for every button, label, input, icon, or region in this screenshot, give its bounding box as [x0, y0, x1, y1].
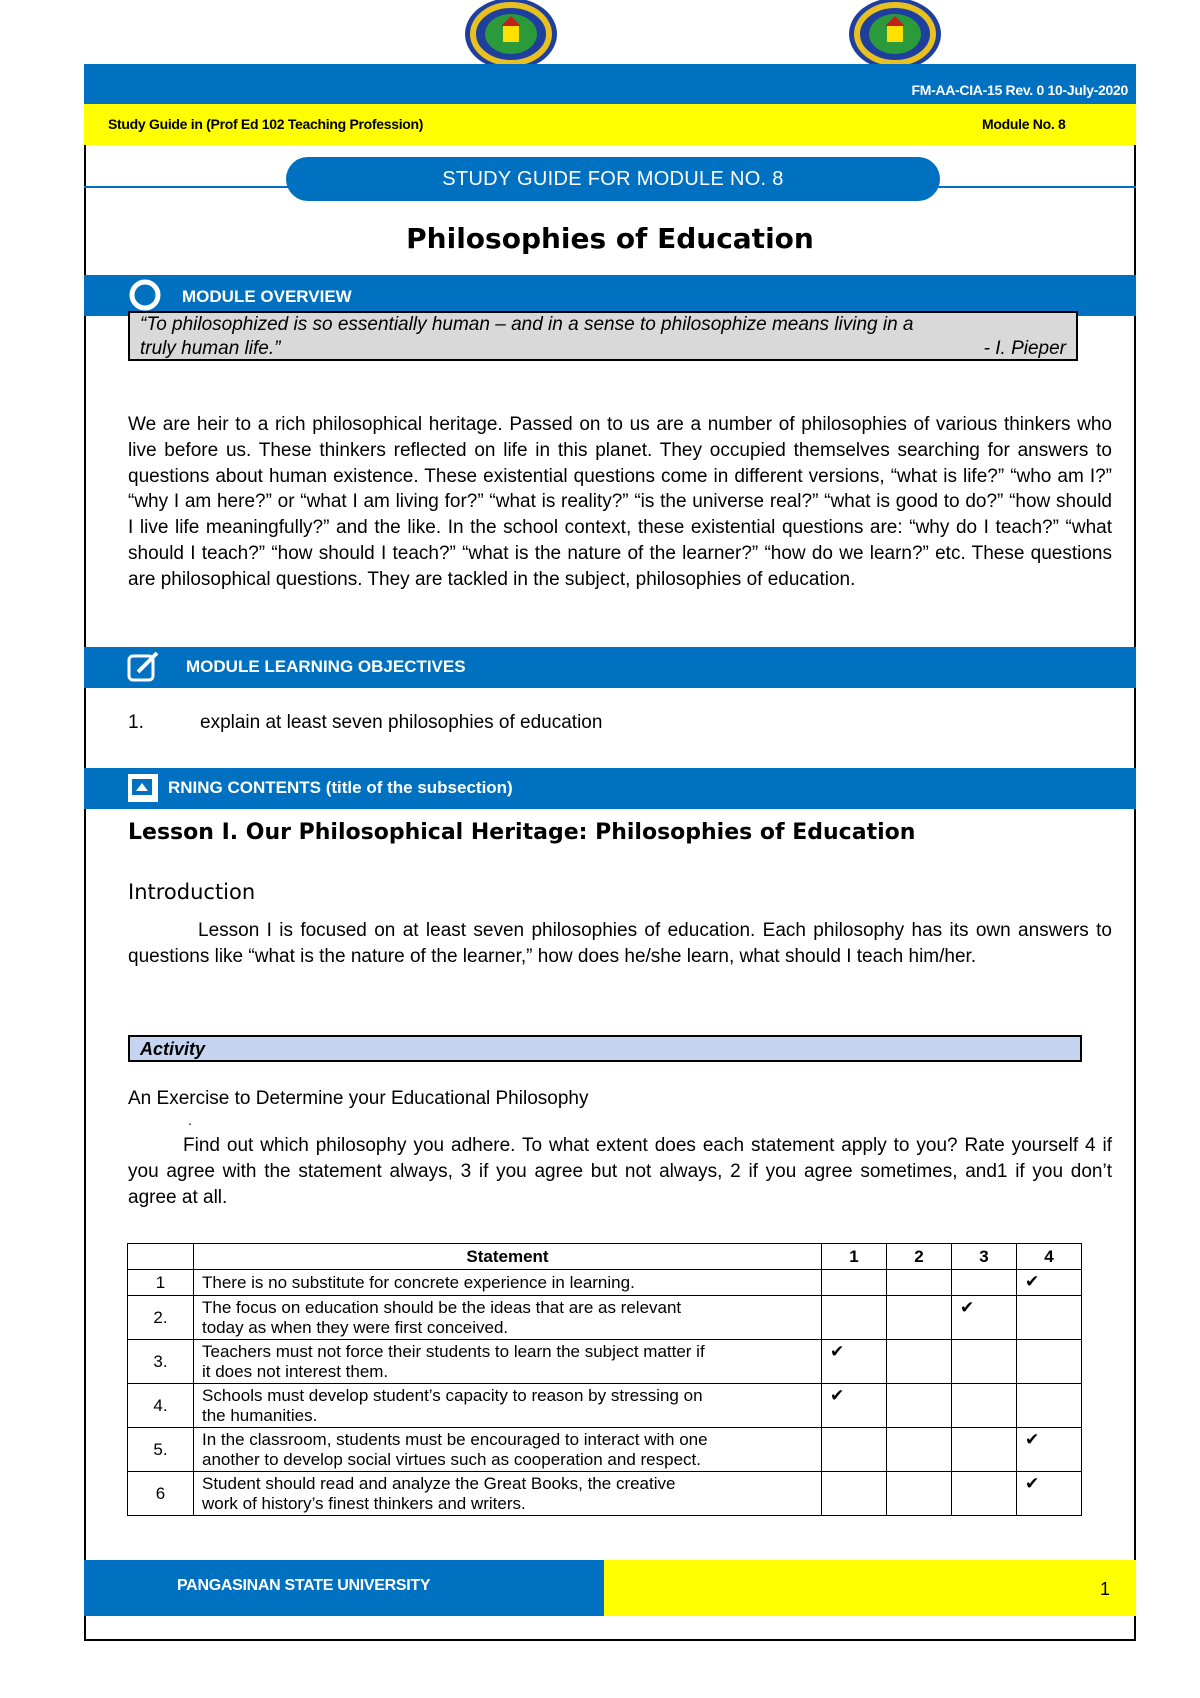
statement-line: another to develop social virtues such as cooperation and respect. — [202, 1449, 701, 1469]
rating-cell-1[interactable]: ✔ — [822, 1384, 887, 1428]
table-row — [128, 1296, 1082, 1340]
rating-cell-1[interactable] — [822, 1270, 887, 1296]
page-title: Philosophies of Education — [406, 222, 814, 255]
statement-line: In the classroom, students must be encouraged to interact with one — [202, 1429, 708, 1449]
banner-line-right — [932, 186, 1136, 188]
statement-cell — [194, 1472, 822, 1516]
module-overview-header — [84, 275, 1136, 316]
statement-line: There is no substitute for concrete experience in learning. — [202, 1272, 635, 1292]
study-guide-label: Study Guide in (Prof Ed 102 Teaching Profession) — [108, 116, 424, 132]
university-seal-left-icon — [463, 0, 559, 72]
statement-line: today as when they were first conceived. — [202, 1317, 509, 1337]
activity-label: Activity — [128, 1035, 1082, 1062]
rating-cell-3[interactable]: ✔ — [952, 1296, 1017, 1340]
statement-cell — [194, 1428, 822, 1472]
pencil-edit-icon — [126, 650, 160, 684]
header-num — [128, 1244, 194, 1270]
table-row — [128, 1428, 1082, 1472]
intro-heading: Introduction — [128, 880, 256, 904]
banner-line-left — [84, 186, 294, 188]
module-overview-title: MODULE OVERVIEW — [182, 287, 352, 306]
learning-contents-title: RNING CONTENTS (title of the subsection) — [168, 778, 513, 797]
form-code: FM-AA-CIA-15 Rev. 0 10-July-2020 — [911, 82, 1128, 98]
rating-cell-4[interactable] — [1017, 1340, 1082, 1384]
rating-cell-1[interactable] — [822, 1428, 887, 1472]
row-number: 6 — [128, 1472, 194, 1516]
rating-cell-1[interactable] — [822, 1472, 887, 1516]
university-seal-right-icon — [847, 0, 943, 72]
table-row — [128, 1384, 1082, 1428]
quote-line-1: “To philosophized is so essentially human – and in a sense to philosophize means living in a — [140, 314, 914, 335]
header-statement: Statement — [194, 1244, 822, 1270]
statement-cell — [194, 1340, 822, 1384]
rating-cell-2[interactable] — [887, 1340, 952, 1384]
footer-yellow-bar — [604, 1560, 1136, 1616]
book-icon — [126, 771, 160, 805]
objective-text: explain at least seven philosophies of education — [200, 712, 603, 733]
header-rating-3: 3 — [952, 1244, 1017, 1270]
row-number: 1 — [128, 1270, 194, 1296]
table-row — [128, 1270, 1082, 1296]
activity-instructions: Find out which philosophy you adhere. To what extent does each statement apply to you? Rate yourself 4 if you agree with the statement always, 3 if you agree but not always, 2 if you agree sometimes, and1 if you don’t agree at all. — [128, 1135, 1112, 1208]
header-rating-1: 1 — [822, 1244, 887, 1270]
module-label: Module No. 8 — [982, 116, 1066, 132]
table-row — [128, 1340, 1082, 1384]
header-rating-4: 4 — [1017, 1244, 1082, 1270]
table-header-row — [128, 1244, 1082, 1270]
statement-line: the humanities. — [202, 1405, 318, 1425]
statement-line: The focus on education should be the ideas that are as relevant — [202, 1297, 682, 1317]
study-guide-banner: STUDY GUIDE FOR MODULE NO. 8 — [286, 157, 940, 201]
row-number: 4. — [128, 1384, 194, 1428]
objectives-title: MODULE LEARNING OBJECTIVES — [186, 657, 466, 676]
rating-cell-3[interactable] — [952, 1384, 1017, 1428]
rating-cell-3[interactable] — [952, 1270, 1017, 1296]
statement-line: it does not interest them. — [202, 1361, 389, 1381]
lesson-title: Lesson I. Our Philosophical Heritage: Philosophies of Education — [128, 820, 916, 845]
row-number: 3. — [128, 1340, 194, 1384]
header-rating-2: 2 — [887, 1244, 952, 1270]
objective-number: 1. — [128, 712, 144, 733]
rating-cell-2[interactable] — [887, 1384, 952, 1428]
rating-cell-1[interactable]: ✔ — [822, 1340, 887, 1384]
quote-box — [128, 311, 1078, 361]
quote-line-2: truly human life.” — [140, 338, 281, 359]
statement-cell — [194, 1270, 822, 1296]
rating-cell-3[interactable] — [952, 1428, 1017, 1472]
statement-cell — [194, 1384, 822, 1428]
footer-university: PANGASINAN STATE UNIVERSITY — [177, 1577, 431, 1594]
table-row — [128, 1472, 1082, 1516]
page-number: 1 — [1100, 1579, 1111, 1599]
intro-paragraph: Lesson I is focused on at least seven philosophies of education. Each philosophy has its own answers to questions like “what is the nature of the learner,” how does he/she learn, what should I teach him/her. — [128, 920, 1112, 967]
quote-author: - I. Pieper — [983, 338, 1066, 359]
objectives-header — [84, 647, 1136, 688]
overview-paragraph: We are heir to a rich philosophical heritage. Passed on to us are a number of philosophies of various thinkers who live before us. These thinkers reflected on life in this planet. They occupied themselves searching for answers to questions about human existence. These existential questions come in different versions, “what is life?” “who am I?” “why I am here?” or “what I am living for?” “what is reality?” “is the universe real?” “what is good to do?” “how should I live life meaningfully?” and the like. In the school context, these existential questions are: “why do I teach?” “what should I teach?” “how should I teach?” “what is the nature of the learner?” “how do we learn?” etc. These questions are philosophical questions. They are tackled in the subject, philosophies of education. — [128, 414, 1112, 590]
rating-cell-1[interactable] — [822, 1296, 887, 1340]
rating-cell-4[interactable]: ✔ — [1017, 1472, 1082, 1516]
statement-line: work of history’s finest thinkers and writers. — [202, 1493, 526, 1513]
activity-dot: . — [188, 1112, 192, 1128]
rating-cell-3[interactable] — [952, 1340, 1017, 1384]
rating-cell-3[interactable] — [952, 1472, 1017, 1516]
rating-cell-4[interactable]: ✔ — [1017, 1428, 1082, 1472]
statement-line: Schools must develop student’s capacity to reason by stressing on — [202, 1385, 703, 1405]
rating-cell-4[interactable]: ✔ — [1017, 1270, 1082, 1296]
statement-line: Student should read and analyze the Great Books, the creative — [202, 1473, 676, 1493]
rating-table — [127, 1243, 1082, 1516]
learning-contents-header — [84, 768, 1136, 809]
rating-cell-2[interactable] — [887, 1296, 952, 1340]
rating-cell-4[interactable] — [1017, 1296, 1082, 1340]
row-number: 5. — [128, 1428, 194, 1472]
rating-cell-4[interactable] — [1017, 1384, 1082, 1428]
rating-cell-2[interactable] — [887, 1270, 952, 1296]
magnifier-icon — [128, 278, 162, 312]
statement-cell — [194, 1296, 822, 1340]
rating-cell-2[interactable] — [887, 1472, 952, 1516]
activity-subtitle: An Exercise to Determine your Educational Philosophy — [128, 1088, 589, 1109]
row-number: 2. — [128, 1296, 194, 1340]
statement-line: Teachers must not force their students to learn the subject matter if — [202, 1341, 705, 1361]
rating-cell-2[interactable] — [887, 1428, 952, 1472]
